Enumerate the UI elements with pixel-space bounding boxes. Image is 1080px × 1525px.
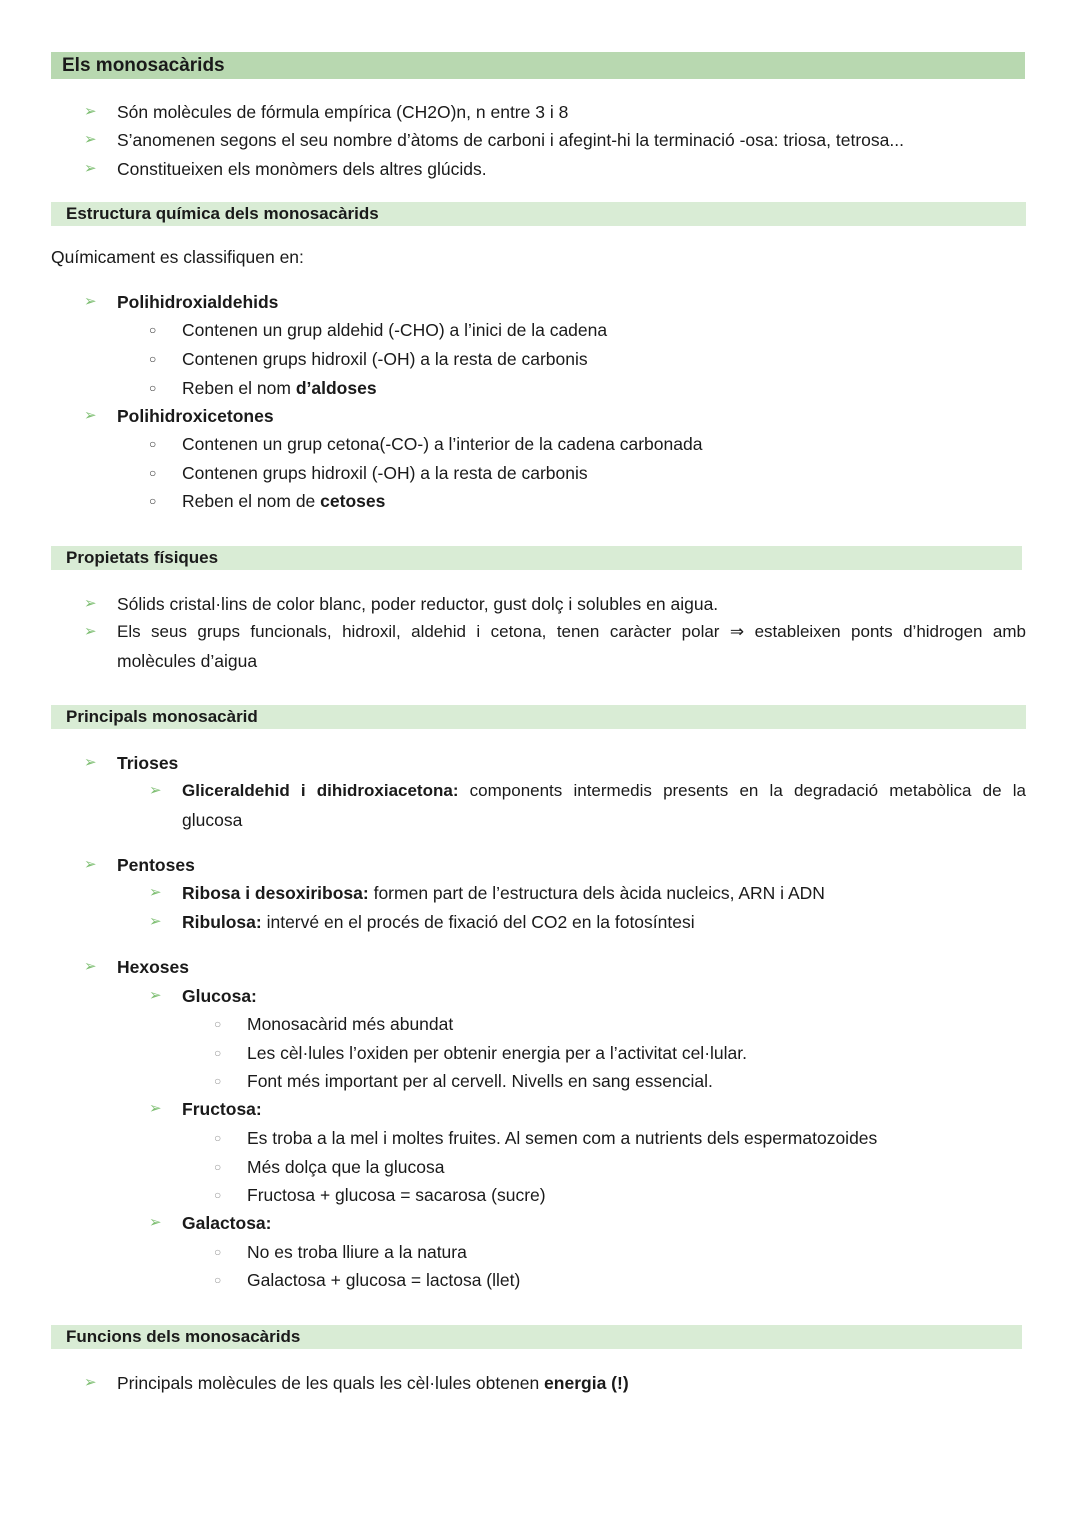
arrow-bullet-icon: ➢: [84, 131, 97, 148]
list-item: Galactosa + glucosa = lactosa (llet): [247, 1270, 521, 1290]
list-item: Contenen grups hidroxil (-OH) a la resta de carbonis: [182, 349, 588, 369]
arrow-bullet-icon: ➢: [149, 1214, 162, 1231]
section-header-monosacarids: [51, 52, 1025, 79]
list-item: No es troba lliure a la natura: [247, 1242, 467, 1262]
group-title: Pentoses: [117, 855, 195, 875]
list-item: Reben el nom de cetoses: [182, 491, 386, 511]
group-title: Trioses: [117, 753, 179, 773]
list-item: Contenen grups hidroxil (-OH) a la resta de carbonis: [182, 463, 588, 483]
arrow-bullet-icon: ➢: [149, 782, 162, 799]
section-title: Els monosacàrids: [62, 55, 225, 76]
list-item: Es troba a la mel i moltes fruites. Al semen com a nutrients dels espermatozoides: [247, 1128, 878, 1148]
arrow-bullet-icon: ➢: [84, 1374, 97, 1391]
arrow-bullet-icon: ➢: [84, 856, 97, 873]
arrow-bullet-icon: ➢: [84, 293, 97, 310]
circle-bullet-icon: ○: [214, 1273, 222, 1287]
arrow-bullet-icon: ➢: [149, 913, 162, 930]
list-item: Constitueixen els monòmers dels altres glúcids.: [117, 159, 487, 179]
subgroup-title: Galactosa:: [182, 1213, 272, 1233]
section-header-estructura: [51, 202, 1026, 226]
section-title: Principals monosacàrid: [66, 707, 258, 726]
subgroup-title: Glucosa:: [182, 986, 257, 1006]
list-item: Les cèl·lules l’oxiden per obtenir energia per a l’activitat cel·lular.: [247, 1043, 747, 1063]
circle-bullet-icon: ○: [149, 323, 157, 337]
circle-bullet-icon: ○: [214, 1160, 222, 1174]
circle-bullet-icon: ○: [149, 381, 157, 395]
list-item: Reben el nom d’aldoses: [182, 378, 377, 398]
circle-bullet-icon: ○: [214, 1131, 222, 1145]
circle-bullet-icon: ○: [214, 1046, 222, 1060]
circle-bullet-icon: ○: [149, 466, 157, 480]
section-header-funcions: [51, 1325, 1022, 1349]
list-item: Són molècules de fórmula empírica (CH2O)n, n entre 3 i 8: [117, 102, 569, 122]
section-title: Funcions dels monosacàrids: [66, 1327, 301, 1346]
section-header-propietats: [51, 546, 1022, 570]
circle-bullet-icon: ○: [214, 1188, 222, 1202]
paragraph: Químicament es classifiquen en:: [51, 247, 304, 267]
arrow-bullet-icon: ➢: [84, 103, 97, 120]
section-title: Propietats físiques: [66, 548, 219, 567]
subgroup-title: Fructosa:: [182, 1099, 262, 1119]
arrow-bullet-icon: ➢: [84, 623, 97, 640]
circle-bullet-icon: ○: [214, 1245, 222, 1259]
group-title: Polihidroxicetones: [117, 406, 274, 426]
circle-bullet-icon: ○: [149, 352, 157, 366]
list-item: Principals molècules de les quals les cèl·lules obtenen energia (!): [117, 1373, 629, 1393]
list-item: Fructosa + glucosa = sacarosa (sucre): [247, 1185, 546, 1205]
list-item: Monosacàrid més abundat: [247, 1014, 454, 1034]
list-item: Font més important per al cervell. Nivells en sang essencial.: [247, 1071, 713, 1091]
circle-bullet-icon: ○: [149, 494, 157, 508]
list-item: S’anomenen segons el seu nombre d’àtoms de carboni i afegint-hi la terminació -osa: triosa, tetrosa...: [117, 130, 904, 150]
arrow-bullet-icon: ➢: [84, 160, 97, 177]
arrow-bullet-icon: ➢: [149, 987, 162, 1004]
list-item: Gliceraldehid i dihidroxiacetona: components intermedis presents en la degradació metabòlica de la: [182, 781, 1026, 800]
list-item: Ribulosa: intervé en el procés de fixació del CO2 en la fotosíntesi: [182, 912, 695, 932]
group-title: Hexoses: [117, 957, 189, 977]
list-item: Els seus grups funcionals, hidroxil, aldehid i cetona, tenen caràcter polar ⇒ estableixen ponts d’hidrogen amb: [117, 622, 1026, 641]
list-item: Ribosa i desoxiribosa: formen part de l’estructura dels àcida nucleics, ARN i ADN: [182, 883, 825, 903]
list-item: Sólids cristal·lins de color blanc, poder reductor, gust dolç i solubles en aigua.: [117, 594, 719, 614]
list-item-continuation: glucosa: [182, 810, 243, 830]
group-title: Polihidroxialdehids: [117, 292, 279, 312]
arrow-bullet-icon: ➢: [149, 1100, 162, 1117]
list-item: Contenen un grup aldehid (-CHO) a l’inici de la cadena: [182, 320, 608, 340]
section-title: Estructura química dels monosacàrids: [66, 204, 379, 223]
arrow-bullet-icon: ➢: [84, 407, 97, 424]
arrow-bullet-icon: ➢: [84, 958, 97, 975]
arrow-bullet-icon: ➢: [84, 754, 97, 771]
circle-bullet-icon: ○: [214, 1017, 222, 1031]
arrow-bullet-icon: ➢: [84, 595, 97, 612]
list-item: Contenen un grup cetona(-CO-) a l’interior de la cadena carbonada: [182, 434, 703, 454]
circle-bullet-icon: ○: [214, 1074, 222, 1088]
list-item-continuation: molècules d’aigua: [117, 651, 258, 671]
circle-bullet-icon: ○: [149, 437, 157, 451]
section-header-principals: [51, 705, 1026, 729]
list-item: Més dolça que la glucosa: [247, 1157, 445, 1177]
arrow-bullet-icon: ➢: [149, 884, 162, 901]
